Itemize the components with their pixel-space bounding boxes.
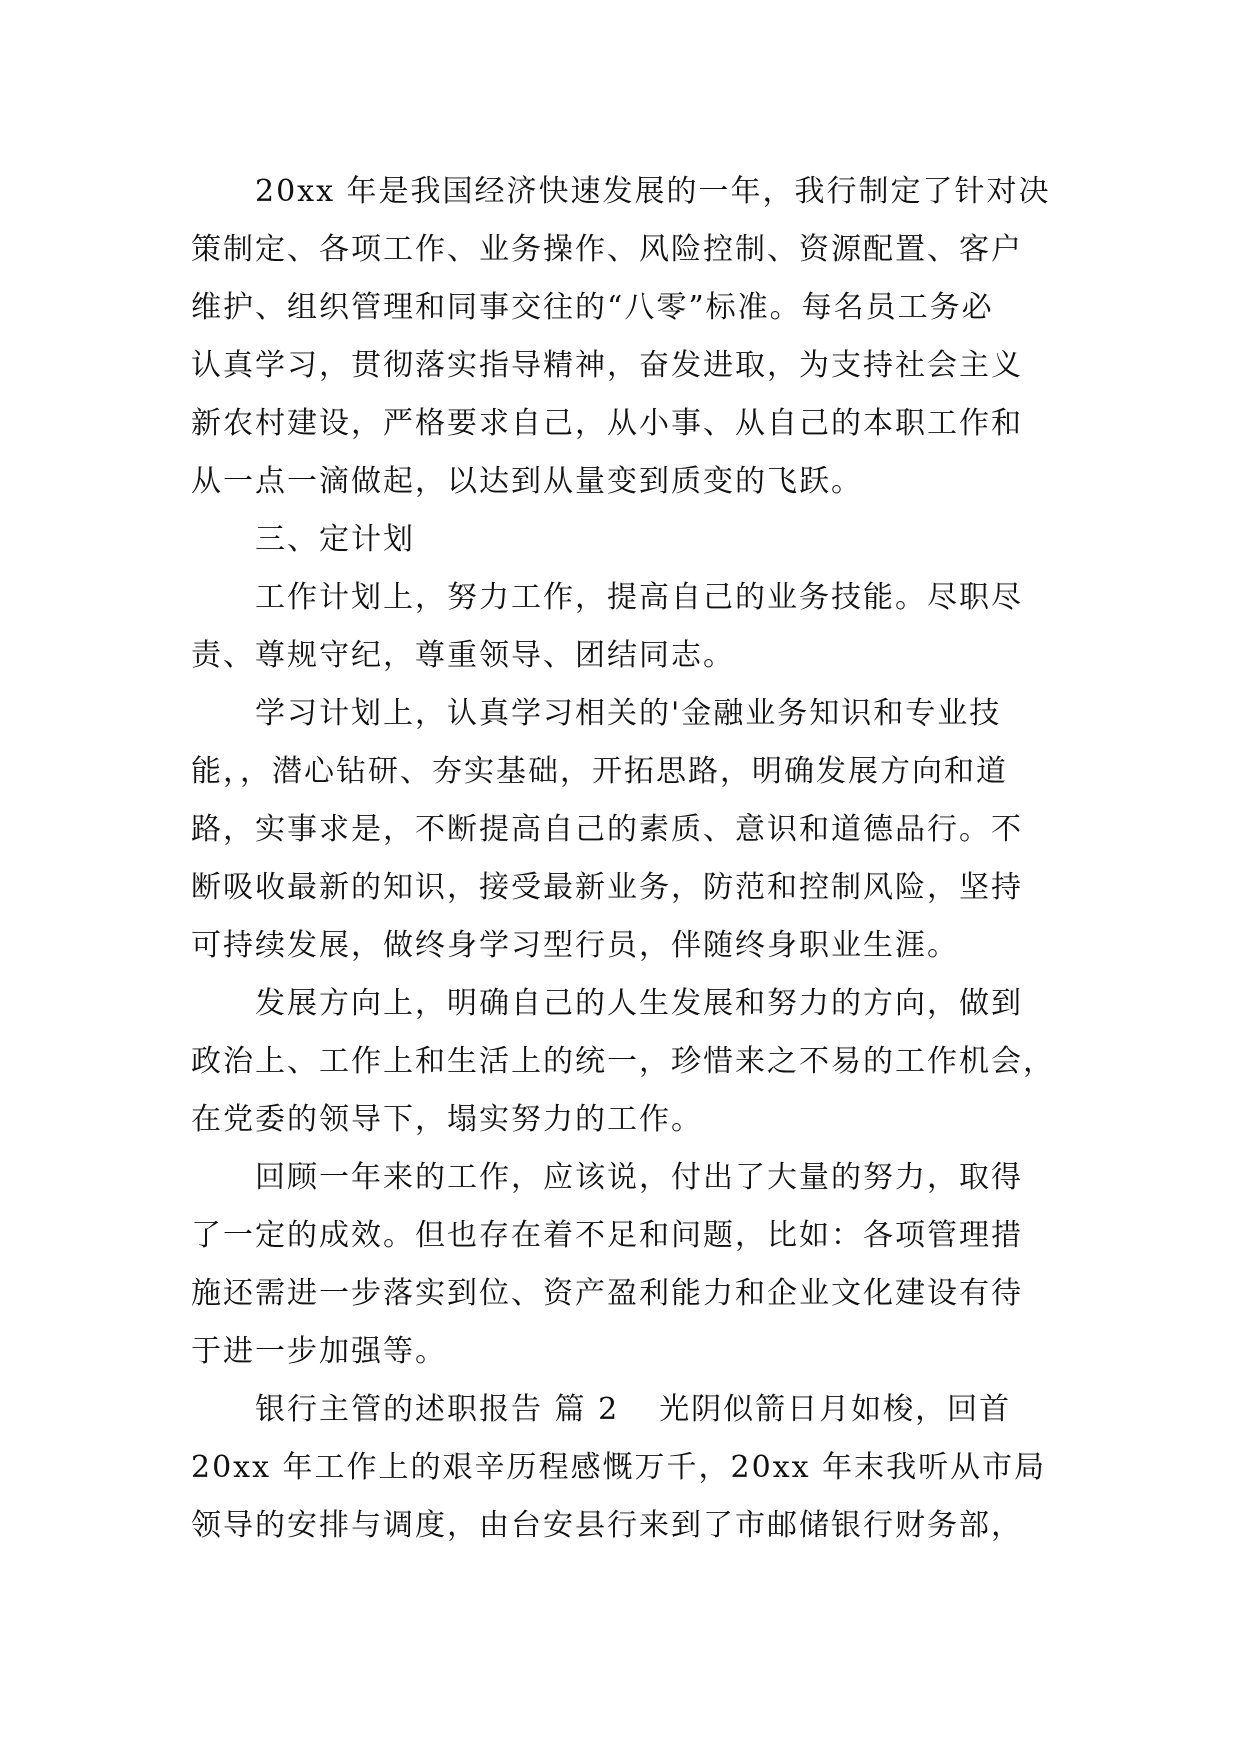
- document-body: [191, 163, 1055, 1555]
- report-title-line: [191, 1381, 1051, 1439]
- paragraph-line: 在党委的领导下，塌实努力的工作。: [191, 1102, 703, 1137]
- paragraph-line: 能，，潜心钻研、夯实基础，开拓思路，明确发展方向和道: [191, 754, 1008, 789]
- paragraph-line: 施还需进一步落实到位、资产盈利能力和企业文化建设有待: [191, 1276, 1023, 1311]
- paragraph-line: 20xx 年是我国经济快速发展的一年，我行制定了针对决: [255, 174, 1051, 209]
- paragraph-line: 认真学习，贯彻落实指导精神，奋发进取，为支持社会主义: [191, 348, 1023, 383]
- paragraph-line: 新农村建设，严格要求自己，从小事、从自己的本职工作和: [191, 406, 1023, 441]
- paragraph-line: 学习计划上，认真学习相关的'金融业务知识和专业技: [255, 696, 1002, 731]
- paragraph-line: 可持续发展，做终身学习型行员，伴随终身职业生涯。: [191, 928, 959, 963]
- paragraph-line: 政治上、工作上和生活上的统一，珍惜来之不易的工作机会，: [191, 1044, 1055, 1079]
- paragraph-line: 了一定的成效。但也存在着不足和问题，比如：各项管理措: [191, 1218, 1023, 1253]
- paragraph-line: 工作计划上，努力工作，提高自己的业务技能。尽职尽: [255, 580, 1023, 615]
- paragraph-line: 策制定、各项工作、业务操作、风险控制、资源配置、客户: [191, 232, 1023, 267]
- paragraph-line: 断吸收最新的知识，接受最新业务，防范和控制风险，坚持: [191, 870, 1023, 905]
- paragraph-line: 回顾一年来的工作，应该说，付出了大量的努力，取得: [255, 1160, 1023, 1195]
- report-title: 银行主管的述职报告 篇 2: [255, 1392, 620, 1427]
- paragraph-line: 20xx 年工作上的艰辛历程感慨万千，20xx 年末我听从市局: [191, 1450, 1047, 1485]
- paragraph-line: 发展方向上，明确自己的人生发展和努力的方向，做到: [255, 986, 1023, 1021]
- paragraph-line: 维护、组织管理和同事交往的“八零”标准。每名员工务必: [191, 290, 994, 325]
- paragraph-line: 责、尊规守纪，尊重领导、团结同志。: [191, 638, 735, 673]
- section-heading: 三、定计划: [255, 522, 415, 557]
- paragraph-line: 领导的安排与调度，由台安县行来到了市邮储银行财务部，: [191, 1508, 1023, 1543]
- paragraph-line: 于进一步加强等。: [191, 1334, 447, 1369]
- paragraph-line: 从一点一滴做起，以达到从量变到质变的飞跃。: [191, 464, 863, 499]
- paragraph-line: 路，实事求是，不断提高自己的素质、意识和道德品行。不: [191, 812, 1023, 847]
- report-opening: 光阴似箭日月如梭，回首: [659, 1392, 1012, 1427]
